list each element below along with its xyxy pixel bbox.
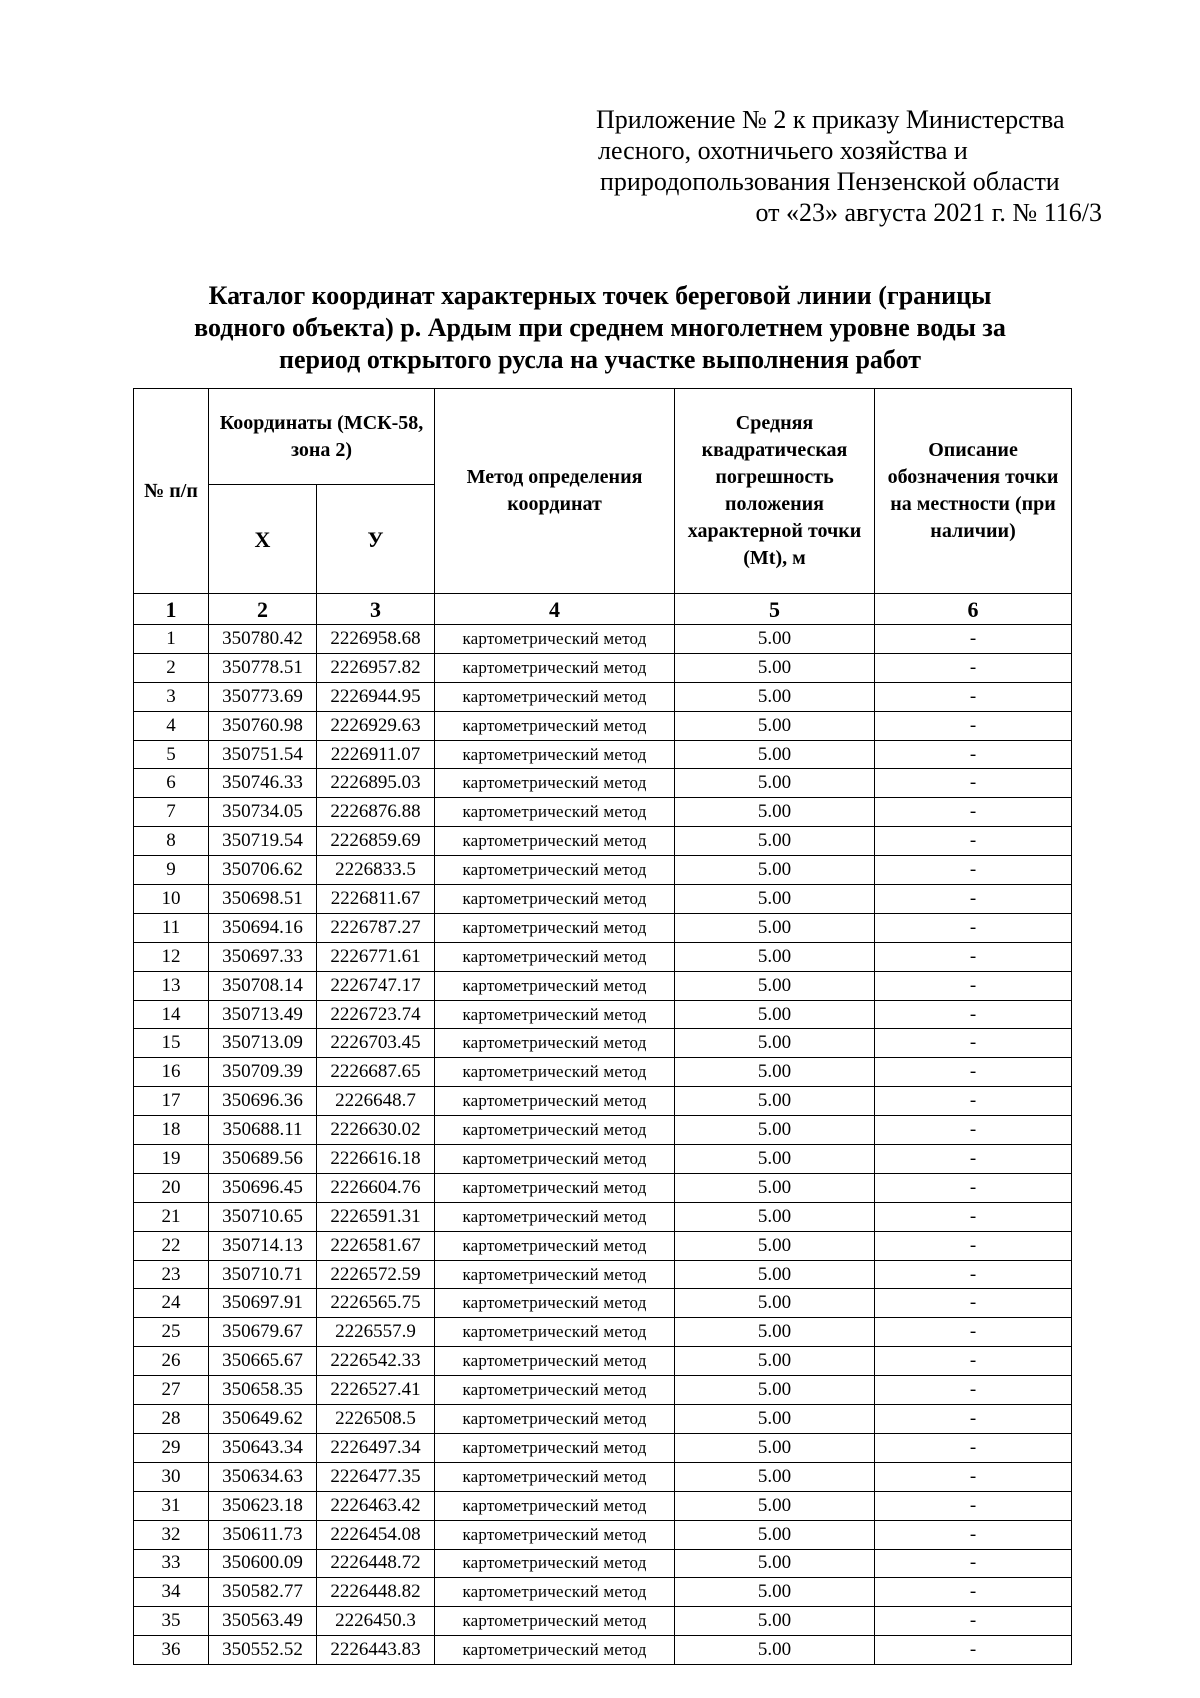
description-cell: - — [875, 885, 1072, 914]
x-coordinate-cell: 350679.67 — [209, 1318, 317, 1347]
point-number-cell: 34 — [134, 1578, 209, 1607]
method-cell: картометрический метод — [435, 1289, 675, 1318]
error-cell: 5.00 — [675, 856, 875, 885]
table-row — [134, 913, 1072, 942]
x-coordinate-cell: 350623.18 — [209, 1491, 317, 1520]
error-cell: 5.00 — [675, 827, 875, 856]
method-cell: картометрический метод — [435, 1029, 675, 1058]
point-number-cell: 1 — [134, 625, 209, 654]
x-coordinate-cell: 350698.51 — [209, 885, 317, 914]
table-body — [134, 625, 1072, 1665]
table-row — [134, 1462, 1072, 1491]
description-cell: - — [875, 1029, 1072, 1058]
method-cell: картометрический метод — [435, 942, 675, 971]
table-row — [134, 1087, 1072, 1116]
y-coordinate-cell: 2226723.74 — [317, 1000, 435, 1029]
point-number-cell: 20 — [134, 1173, 209, 1202]
error-cell: 5.00 — [675, 798, 875, 827]
x-coordinate-cell: 350643.34 — [209, 1433, 317, 1462]
method-cell: картометрический метод — [435, 885, 675, 914]
x-coordinate-cell: 350746.33 — [209, 769, 317, 798]
error-cell: 5.00 — [675, 1318, 875, 1347]
appendix-header — [596, 104, 1116, 228]
point-number-cell: 26 — [134, 1347, 209, 1376]
error-cell: 5.00 — [675, 1636, 875, 1665]
point-number-cell: 13 — [134, 971, 209, 1000]
error-cell: 5.00 — [675, 1260, 875, 1289]
y-coordinate-cell: 2226859.69 — [317, 827, 435, 856]
column-number-row — [134, 594, 1072, 625]
point-number-cell: 11 — [134, 913, 209, 942]
table-row — [134, 1260, 1072, 1289]
method-cell: картометрический метод — [435, 1578, 675, 1607]
description-cell: - — [875, 1578, 1072, 1607]
table-row — [134, 682, 1072, 711]
method-cell: картометрический метод — [435, 1260, 675, 1289]
x-coordinate-cell: 350563.49 — [209, 1607, 317, 1636]
y-coordinate-cell: 2226771.61 — [317, 942, 435, 971]
description-cell: - — [875, 1549, 1072, 1578]
y-coordinate-cell: 2226497.34 — [317, 1433, 435, 1462]
point-number-cell: 36 — [134, 1636, 209, 1665]
appendix-line: лесного, охотничьего хозяйства и — [598, 136, 968, 165]
x-coordinate-cell: 350710.65 — [209, 1202, 317, 1231]
column-number: 1 — [134, 594, 209, 625]
description-cell: - — [875, 1289, 1072, 1318]
y-coordinate-cell: 2226703.45 — [317, 1029, 435, 1058]
y-coordinate-cell: 2226527.41 — [317, 1376, 435, 1405]
x-coordinate-cell: 350552.52 — [209, 1636, 317, 1665]
coordinates-catalog-table — [133, 388, 1072, 1665]
point-number-cell: 16 — [134, 1058, 209, 1087]
description-cell: - — [875, 1087, 1072, 1116]
point-number-cell: 4 — [134, 711, 209, 740]
table-row — [134, 1376, 1072, 1405]
error-cell: 5.00 — [675, 1058, 875, 1087]
header-row — [134, 389, 1072, 485]
method-cell: картометрический метод — [435, 1087, 675, 1116]
method-cell: картометрический метод — [435, 682, 675, 711]
error-cell: 5.00 — [675, 1000, 875, 1029]
x-coordinate-cell: 350696.36 — [209, 1087, 317, 1116]
table-row — [134, 971, 1072, 1000]
column-number: 5 — [675, 594, 875, 625]
method-cell: картометрический метод — [435, 827, 675, 856]
column-number: 3 — [317, 594, 435, 625]
description-cell: - — [875, 1433, 1072, 1462]
error-cell: 5.00 — [675, 653, 875, 682]
point-number-cell: 6 — [134, 769, 209, 798]
y-coordinate-cell: 2226463.42 — [317, 1491, 435, 1520]
x-coordinate-cell: 350773.69 — [209, 682, 317, 711]
error-cell: 5.00 — [675, 1578, 875, 1607]
error-cell: 5.00 — [675, 1202, 875, 1231]
y-coordinate-cell: 2226454.08 — [317, 1520, 435, 1549]
error-cell: 5.00 — [675, 625, 875, 654]
x-coordinate-cell: 350734.05 — [209, 798, 317, 827]
description-cell: - — [875, 971, 1072, 1000]
y-coordinate-cell: 2226572.59 — [317, 1260, 435, 1289]
table-row — [134, 1000, 1072, 1029]
description-cell: - — [875, 1231, 1072, 1260]
method-cell: картометрический метод — [435, 740, 675, 769]
error-cell: 5.00 — [675, 1549, 875, 1578]
point-number-cell: 3 — [134, 682, 209, 711]
error-cell: 5.00 — [675, 971, 875, 1000]
method-cell: картометрический метод — [435, 711, 675, 740]
point-number-cell: 17 — [134, 1087, 209, 1116]
description-cell: - — [875, 625, 1072, 654]
description-cell: - — [875, 856, 1072, 885]
method-cell: картометрический метод — [435, 913, 675, 942]
title-line: водного объекта) р. Ардым при среднем многолетнем уровне воды за — [194, 313, 1006, 342]
y-coordinate-cell: 2226616.18 — [317, 1145, 435, 1174]
x-coordinate-cell: 350658.35 — [209, 1376, 317, 1405]
x-coordinate-cell: 350714.13 — [209, 1231, 317, 1260]
method-cell: картометрический метод — [435, 1202, 675, 1231]
description-cell: - — [875, 1491, 1072, 1520]
header-y: У — [317, 485, 435, 594]
table-row — [134, 827, 1072, 856]
table-row — [134, 1549, 1072, 1578]
method-cell: картометрический метод — [435, 1173, 675, 1202]
method-cell: картометрический метод — [435, 1347, 675, 1376]
table-row — [134, 769, 1072, 798]
header-x: Х — [209, 485, 317, 594]
x-coordinate-cell: 350710.71 — [209, 1260, 317, 1289]
y-coordinate-cell: 2226565.75 — [317, 1289, 435, 1318]
x-coordinate-cell: 350697.91 — [209, 1289, 317, 1318]
table-row — [134, 798, 1072, 827]
column-number: 2 — [209, 594, 317, 625]
description-cell: - — [875, 1347, 1072, 1376]
point-number-cell: 5 — [134, 740, 209, 769]
error-cell: 5.00 — [675, 942, 875, 971]
description-cell: - — [875, 682, 1072, 711]
table-row — [134, 1405, 1072, 1434]
method-cell: картометрический метод — [435, 1116, 675, 1145]
table-row — [134, 625, 1072, 654]
y-coordinate-cell: 2226787.27 — [317, 913, 435, 942]
table-row — [134, 1636, 1072, 1665]
description-cell: - — [875, 1520, 1072, 1549]
method-cell: картометрический метод — [435, 1145, 675, 1174]
column-number: 4 — [435, 594, 675, 625]
header-method: Метод определения координат — [435, 389, 675, 594]
description-cell: - — [875, 1145, 1072, 1174]
point-number-cell: 21 — [134, 1202, 209, 1231]
error-cell: 5.00 — [675, 1173, 875, 1202]
method-cell: картометрический метод — [435, 798, 675, 827]
method-cell: картометрический метод — [435, 625, 675, 654]
x-coordinate-cell: 350709.39 — [209, 1058, 317, 1087]
y-coordinate-cell: 2226604.76 — [317, 1173, 435, 1202]
point-number-cell: 28 — [134, 1405, 209, 1434]
error-cell: 5.00 — [675, 1376, 875, 1405]
x-coordinate-cell: 350706.62 — [209, 856, 317, 885]
table-row — [134, 1491, 1072, 1520]
description-cell: - — [875, 913, 1072, 942]
x-coordinate-cell: 350665.67 — [209, 1347, 317, 1376]
y-coordinate-cell: 2226895.03 — [317, 769, 435, 798]
method-cell: картометрический метод — [435, 1231, 675, 1260]
x-coordinate-cell: 350751.54 — [209, 740, 317, 769]
y-coordinate-cell: 2226448.72 — [317, 1549, 435, 1578]
y-coordinate-cell: 2226630.02 — [317, 1116, 435, 1145]
error-cell: 5.00 — [675, 913, 875, 942]
y-coordinate-cell: 2226648.7 — [317, 1087, 435, 1116]
x-coordinate-cell: 350688.11 — [209, 1116, 317, 1145]
x-coordinate-cell: 350611.73 — [209, 1520, 317, 1549]
description-cell: - — [875, 769, 1072, 798]
table-row — [134, 856, 1072, 885]
point-number-cell: 10 — [134, 885, 209, 914]
point-number-cell: 19 — [134, 1145, 209, 1174]
table-row — [134, 711, 1072, 740]
header-number: № п/п — [134, 389, 209, 594]
point-number-cell: 2 — [134, 653, 209, 682]
method-cell: картометрический метод — [435, 1491, 675, 1520]
x-coordinate-cell: 350649.62 — [209, 1405, 317, 1434]
error-cell: 5.00 — [675, 1145, 875, 1174]
description-cell: - — [875, 942, 1072, 971]
description-cell: - — [875, 1260, 1072, 1289]
header-description: Описание обозначения точки на местности (при наличии) — [875, 389, 1072, 594]
table-row — [134, 1173, 1072, 1202]
y-coordinate-cell: 2226911.07 — [317, 740, 435, 769]
error-cell: 5.00 — [675, 1231, 875, 1260]
method-cell: картометрический метод — [435, 653, 675, 682]
appendix-line: Приложение № 2 к приказу Министерства — [596, 105, 1065, 134]
description-cell: - — [875, 1376, 1072, 1405]
method-cell: картометрический метод — [435, 1607, 675, 1636]
header-error: Средняя квадратическая погрешность положения характерной точки (Mt), м — [675, 389, 875, 594]
point-number-cell: 18 — [134, 1116, 209, 1145]
point-number-cell: 24 — [134, 1289, 209, 1318]
y-coordinate-cell: 2226833.5 — [317, 856, 435, 885]
description-cell: - — [875, 1058, 1072, 1087]
y-coordinate-cell: 2226958.68 — [317, 625, 435, 654]
error-cell: 5.00 — [675, 1029, 875, 1058]
point-number-cell: 32 — [134, 1520, 209, 1549]
point-number-cell: 30 — [134, 1462, 209, 1491]
error-cell: 5.00 — [675, 1520, 875, 1549]
x-coordinate-cell: 350689.56 — [209, 1145, 317, 1174]
point-number-cell: 22 — [134, 1231, 209, 1260]
point-number-cell: 25 — [134, 1318, 209, 1347]
method-cell: картометрический метод — [435, 1462, 675, 1491]
point-number-cell: 12 — [134, 942, 209, 971]
table-row — [134, 1318, 1072, 1347]
description-cell: - — [875, 1318, 1072, 1347]
error-cell: 5.00 — [675, 885, 875, 914]
error-cell: 5.00 — [675, 1405, 875, 1434]
error-cell: 5.00 — [675, 740, 875, 769]
description-cell: - — [875, 1636, 1072, 1665]
table-row — [134, 653, 1072, 682]
y-coordinate-cell: 2226811.67 — [317, 885, 435, 914]
description-cell: - — [875, 827, 1072, 856]
description-cell: - — [875, 1173, 1072, 1202]
y-coordinate-cell: 2226450.3 — [317, 1607, 435, 1636]
error-cell: 5.00 — [675, 1462, 875, 1491]
method-cell: картометрический метод — [435, 1376, 675, 1405]
table-row — [134, 740, 1072, 769]
y-coordinate-cell: 2226448.82 — [317, 1578, 435, 1607]
x-coordinate-cell: 350582.77 — [209, 1578, 317, 1607]
point-number-cell: 14 — [134, 1000, 209, 1029]
table-row — [134, 942, 1072, 971]
point-number-cell: 23 — [134, 1260, 209, 1289]
y-coordinate-cell: 2226443.83 — [317, 1636, 435, 1665]
table-row — [134, 1058, 1072, 1087]
point-number-cell: 9 — [134, 856, 209, 885]
appendix-date-line: от «23» августа 2021 г. № 116/3 — [755, 198, 1102, 227]
point-number-cell: 29 — [134, 1433, 209, 1462]
table-row — [134, 1029, 1072, 1058]
error-cell: 5.00 — [675, 1087, 875, 1116]
point-number-cell: 8 — [134, 827, 209, 856]
y-coordinate-cell: 2226929.63 — [317, 711, 435, 740]
error-cell: 5.00 — [675, 1289, 875, 1318]
description-cell: - — [875, 653, 1072, 682]
method-cell: картометрический метод — [435, 856, 675, 885]
description-cell: - — [875, 798, 1072, 827]
x-coordinate-cell: 350713.09 — [209, 1029, 317, 1058]
description-cell: - — [875, 1116, 1072, 1145]
point-number-cell: 33 — [134, 1549, 209, 1578]
x-coordinate-cell: 350696.45 — [209, 1173, 317, 1202]
table-row — [134, 1347, 1072, 1376]
x-coordinate-cell: 350719.54 — [209, 827, 317, 856]
point-number-cell: 31 — [134, 1491, 209, 1520]
method-cell: картометрический метод — [435, 1405, 675, 1434]
document-title — [120, 280, 1080, 376]
method-cell: картометрический метод — [435, 1000, 675, 1029]
point-number-cell: 27 — [134, 1376, 209, 1405]
x-coordinate-cell: 350697.33 — [209, 942, 317, 971]
method-cell: картометрический метод — [435, 1549, 675, 1578]
method-cell: картометрический метод — [435, 1318, 675, 1347]
y-coordinate-cell: 2226542.33 — [317, 1347, 435, 1376]
method-cell: картометрический метод — [435, 1433, 675, 1462]
point-number-cell: 35 — [134, 1607, 209, 1636]
method-cell: картометрический метод — [435, 1520, 675, 1549]
y-coordinate-cell: 2226591.31 — [317, 1202, 435, 1231]
description-cell: - — [875, 1405, 1072, 1434]
error-cell: 5.00 — [675, 682, 875, 711]
column-number: 6 — [875, 594, 1072, 625]
table-row — [134, 1607, 1072, 1636]
y-coordinate-cell: 2226581.67 — [317, 1231, 435, 1260]
y-coordinate-cell: 2226957.82 — [317, 653, 435, 682]
x-coordinate-cell: 350694.16 — [209, 913, 317, 942]
point-number-cell: 15 — [134, 1029, 209, 1058]
description-cell: - — [875, 1607, 1072, 1636]
error-cell: 5.00 — [675, 769, 875, 798]
table-row — [134, 1231, 1072, 1260]
error-cell: 5.00 — [675, 1116, 875, 1145]
table-row — [134, 1578, 1072, 1607]
method-cell: картометрический метод — [435, 971, 675, 1000]
x-coordinate-cell: 350708.14 — [209, 971, 317, 1000]
table-row — [134, 1289, 1072, 1318]
x-coordinate-cell: 350634.63 — [209, 1462, 317, 1491]
method-cell: картометрический метод — [435, 769, 675, 798]
y-coordinate-cell: 2226508.5 — [317, 1405, 435, 1434]
x-coordinate-cell: 350760.98 — [209, 711, 317, 740]
x-coordinate-cell: 350713.49 — [209, 1000, 317, 1029]
table-row — [134, 1520, 1072, 1549]
y-coordinate-cell: 2226944.95 — [317, 682, 435, 711]
title-line: период открытого русла на участке выполнения работ — [278, 345, 922, 374]
description-cell: - — [875, 1462, 1072, 1491]
x-coordinate-cell: 350780.42 — [209, 625, 317, 654]
error-cell: 5.00 — [675, 1607, 875, 1636]
point-number-cell: 7 — [134, 798, 209, 827]
description-cell: - — [875, 1202, 1072, 1231]
description-cell: - — [875, 711, 1072, 740]
table-row — [134, 885, 1072, 914]
method-cell: картометрический метод — [435, 1636, 675, 1665]
table-row — [134, 1433, 1072, 1462]
table-row — [134, 1116, 1072, 1145]
header-coordinates: Координаты (МСК-58, зона 2) — [209, 389, 435, 485]
y-coordinate-cell: 2226876.88 — [317, 798, 435, 827]
error-cell: 5.00 — [675, 711, 875, 740]
appendix-line: природопользования Пензенской области — [600, 167, 1060, 196]
error-cell: 5.00 — [675, 1491, 875, 1520]
error-cell: 5.00 — [675, 1433, 875, 1462]
error-cell: 5.00 — [675, 1347, 875, 1376]
method-cell: картометрический метод — [435, 1058, 675, 1087]
y-coordinate-cell: 2226557.9 — [317, 1318, 435, 1347]
y-coordinate-cell: 2226687.65 — [317, 1058, 435, 1087]
description-cell: - — [875, 1000, 1072, 1029]
title-line: Каталог координат характерных точек береговой линии (границы — [208, 281, 992, 310]
x-coordinate-cell: 350778.51 — [209, 653, 317, 682]
table-row — [134, 1145, 1072, 1174]
x-coordinate-cell: 350600.09 — [209, 1549, 317, 1578]
table-row — [134, 1202, 1072, 1231]
description-cell: - — [875, 740, 1072, 769]
y-coordinate-cell: 2226747.17 — [317, 971, 435, 1000]
y-coordinate-cell: 2226477.35 — [317, 1462, 435, 1491]
